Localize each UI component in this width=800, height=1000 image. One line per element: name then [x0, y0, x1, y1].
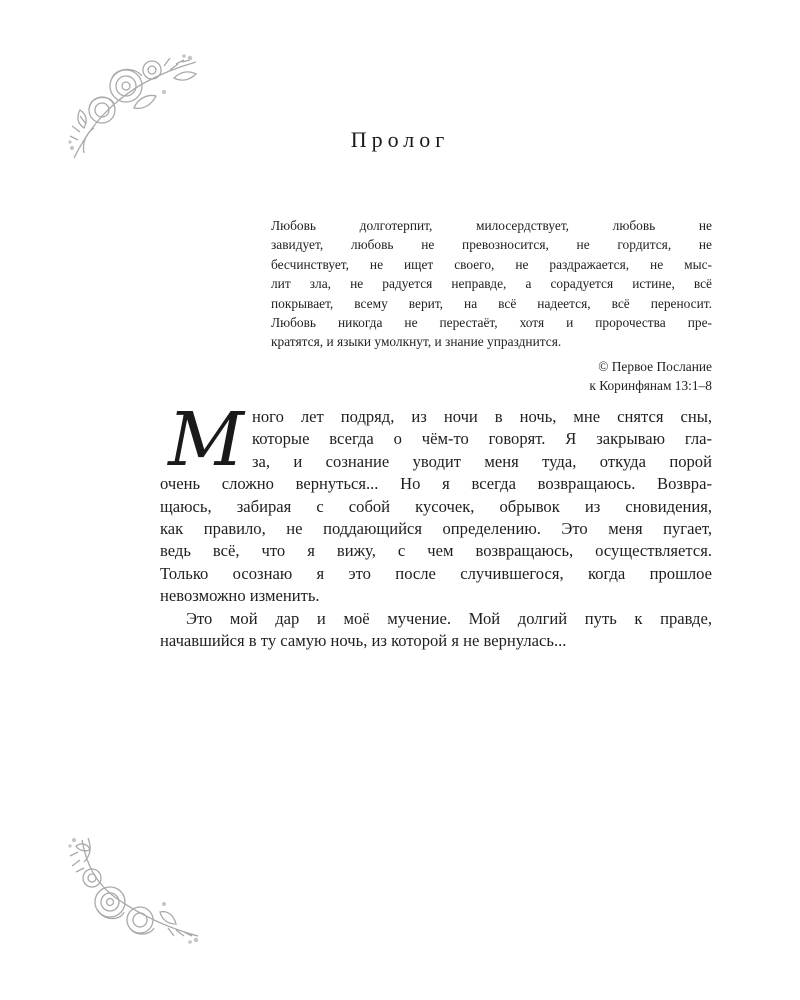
- body-line: Это мой дар и моё мучение. Мой долгий путь к правде,: [186, 608, 712, 628]
- body-line: которые всегда о чём-то говорят. Я закрываю гла-: [252, 429, 712, 449]
- body-line: очень сложно вернуться... Но я всегда возвращаюсь. Возвра-: [160, 474, 712, 494]
- body-line: невозможно изменить.: [160, 586, 320, 606]
- prologue-body: [160, 397, 712, 652]
- floral-ornament-bottom-icon: [64, 832, 204, 947]
- epigraph-line: лит зла, не радуется неправде, а сорадуется истине, всё: [271, 276, 712, 292]
- epigraph-line: Любовь никогда не перестаёт, хотя и пророчества пре-: [271, 315, 712, 331]
- chapter-title: Пролог: [350, 127, 450, 152]
- body-line: как правило, не поддающийся определению. Это меня пугает,: [160, 519, 712, 539]
- epigraph-source: [271, 357, 712, 396]
- body-line: за, и сознание уводит меня туда, откуда порой: [252, 451, 712, 471]
- body-line: щаюсь, забирая с собой кусочек, обрывок из сновидения,: [160, 496, 712, 516]
- epigraph-line: завидует, любовь не превозносится, не гордится, не: [271, 237, 712, 253]
- drop-cap: М: [168, 397, 244, 483]
- epigraph-source-line: к Коринфянам 13:1–8: [589, 378, 712, 394]
- body-line: ведь всё, что я вижу, с чем возвращаюсь, осуществляется.: [160, 541, 712, 561]
- epigraph-source-line: © Первое Послание: [598, 358, 712, 374]
- body-line: начавшийся в ту самую ночь, из которой я не вернулась...: [160, 631, 567, 651]
- epigraph-line: покрывает, всему верит, на всё надеется, всё переносит.: [271, 295, 712, 311]
- epigraph: [271, 216, 712, 396]
- body-line: ного лет подряд, из ночи в ночь, мне снятся сны,: [252, 407, 712, 426]
- epigraph-line: бесчинствует, не ищет своего, не раздражается, не мыс-: [271, 256, 712, 272]
- epigraph-line: Любовь долготерпит, милосердствует, любовь не: [271, 218, 712, 233]
- body-line: Только осознаю я это после случившегося, когда прошлое: [160, 563, 712, 583]
- epigraph-line: кратятся, и языки умолкнут, и знание упразднится.: [271, 334, 562, 350]
